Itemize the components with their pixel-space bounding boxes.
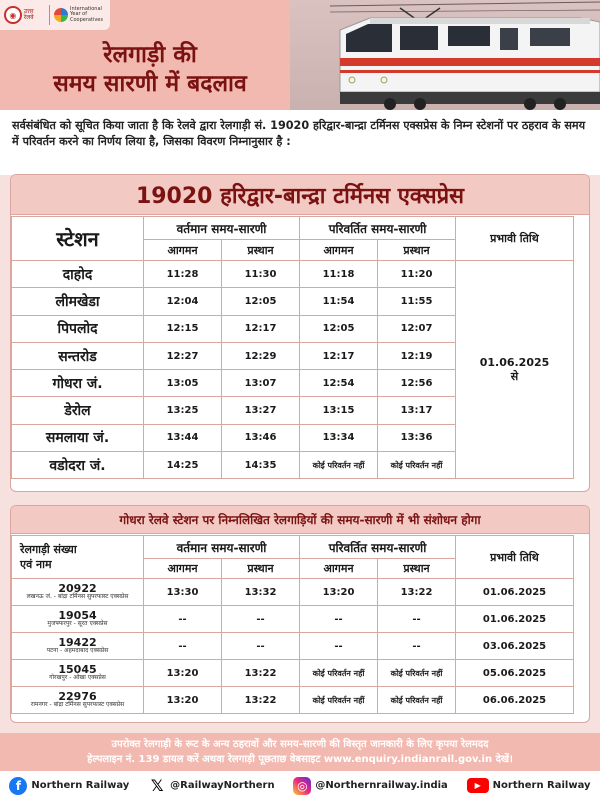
revised-arrival: 12:54 [300,370,378,397]
station-name: गोधरा जं. [12,370,144,397]
cooperatives-logo [54,7,110,24]
train-image [330,0,600,110]
revised-schedule-header: परिवर्तित समय-सारणी [300,536,456,559]
table-row [12,660,574,687]
effective-date-header: प्रभावी तिथि [456,217,574,261]
facebook-icon: f [9,777,27,795]
effective-date: 01.06.2025 [479,355,550,369]
social-bar [0,771,600,800]
train-cell [12,633,144,660]
station-name: समलाया जं. [12,424,144,451]
station-name: पिपलोद [12,315,144,342]
revised-schedule-header: परिवर्तित समय-सारणी [300,217,456,240]
youtube-link[interactable] [467,778,591,793]
revised-arrival: कोई परिवर्तन नहीं [300,660,378,687]
train-name: पटना - अहमदाबाद एक्सप्रेस [46,647,109,655]
revised-arrival: कोई परिवर्तन नहीं [300,452,378,479]
title-line-1: रेलगाड़ी की [103,41,197,69]
current-arrival: 12:04 [144,288,222,315]
revised-departure: 13:17 [378,397,456,424]
cooperatives-logo-text: International Year of Cooperatives [70,5,103,23]
table-row [12,687,574,714]
revised-arrival: 11:54 [300,288,378,315]
revised-departure: 12:56 [378,370,456,397]
current-arrival: 13:05 [144,370,222,397]
header-banner [0,0,600,110]
train-number: 19422 [58,636,97,650]
current-arrival: 13:44 [144,424,222,451]
main-table-title: 19020 हरिद्वार-बान्द्रा टर्मिनस एक्सप्रेस [11,175,589,215]
current-arrival-header: आगमन [144,240,222,261]
railway-logo-text: उत्तर रेलवे [23,8,34,21]
train-number: 22976 [58,690,97,704]
train-name: मुजफ्फरपुर - सूरत एक्सप्रेस [47,620,108,628]
station-name: डेरोल [12,397,144,424]
table-row [12,633,574,660]
revised-departure-header: प्रस्थान [378,559,456,579]
facebook-link[interactable] [9,777,129,795]
current-arrival-header: आगमन [144,559,222,579]
current-departure: 13:22 [222,660,300,687]
godhra-schedule-table [11,535,574,714]
effective-date: 01.06.2025 [456,579,574,606]
instagram-handle: @Northernrailway.india [315,780,448,791]
current-departure: -- [222,633,300,660]
current-arrival: 12:15 [144,315,222,342]
train-number: 20922 [58,582,97,596]
instagram-link[interactable] [293,777,447,795]
train-cell [12,579,144,606]
page-title [0,30,300,110]
table-row [12,606,574,633]
current-schedule-header: वर्तमान समय-सारणी [144,217,300,240]
revised-departure: कोई परिवर्तन नहीं [378,452,456,479]
effective-date-suffix: से [510,369,519,383]
revised-arrival: कोई परिवर्तन नहीं [300,687,378,714]
train-header-line-1: रेलगाड़ी संख्या [20,543,77,556]
revised-departure-header: प्रस्थान [378,240,456,261]
railway-logo [4,6,45,24]
current-arrival: 13:20 [144,660,222,687]
station-name: लीमखेडा [12,288,144,315]
revised-arrival-header: आगमन [300,559,378,579]
revised-arrival: 13:15 [300,397,378,424]
revised-departure: 11:55 [378,288,456,315]
notice-text: सर्वसंबंधित को सूचित किया जाता है कि रेलवे द्वारा रेलगाड़ी सं. 19020 हरिद्वार-बान्द्रा टर्मिनस एक्सप्रेस के निम्न स्टेशनों पर ठहराव के समय में परिवर्तन करने का निर्णय लिया है, जिसका विवरण निम्नानुसार है : [0,110,600,175]
station-name: वडोदरा जं. [12,452,144,479]
godhra-schedule-card [10,505,590,723]
current-arrival: -- [144,633,222,660]
train-name: लखनऊ जं. - बांद्रा टर्मिनस सुपरफास्ट एक्सप्रेस [26,593,129,601]
current-departure: 13:46 [222,424,300,451]
second-table-title: गोधरा रेलवे स्टेशन पर निम्नलिखित रेलगाड़ियों की समय-सारणी में भी संशोधन होगा [11,506,589,534]
train-header-line-2: एवं नाम [20,558,52,571]
revised-arrival: 11:18 [300,261,378,288]
revised-arrival: 13:20 [300,579,378,606]
current-departure-header: प्रस्थान [222,559,300,579]
station-header: स्टेशन [12,217,144,261]
effective-date: 06.06.2025 [456,687,574,714]
current-arrival: 12:27 [144,342,222,369]
current-departure: 12:05 [222,288,300,315]
footer-line-2: हेल्पलाइन नं. 139 डायल करें अथवा रेलगाड़ी पूछताछ वेबसाइट www.enquiry.indianrail.gov.in देखें। [87,754,513,765]
train-name: रामनगर - बांद्रा टर्मिनस सुपरफास्ट एक्सप्रेस [30,701,125,709]
revised-departure: 13:36 [378,424,456,451]
train-cell [12,606,144,633]
instagram-icon: ◎ [293,777,311,795]
revised-departure: कोई परिवर्तन नहीं [378,660,456,687]
revised-arrival-header: आगमन [300,240,378,261]
revised-arrival: -- [300,606,378,633]
station-name: दाहोद [12,261,144,288]
effective-date: 05.06.2025 [456,660,574,687]
table-row [12,261,574,288]
x-icon: 𝕏 [148,777,166,795]
effective-date: 03.06.2025 [456,633,574,660]
effective-date-cell [456,261,574,479]
title-line-2: समय सारणी में बदलाव [53,70,247,97]
current-departure: 11:30 [222,261,300,288]
revised-arrival: -- [300,633,378,660]
logo-strip [0,0,110,30]
youtube-handle: Northern Railway [492,780,591,791]
train-header [12,536,144,579]
revised-arrival: 13:34 [300,424,378,451]
current-arrival: 13:25 [144,397,222,424]
youtube-icon: ▶ [467,778,489,793]
revised-departure: 12:07 [378,315,456,342]
revised-departure: 13:22 [378,579,456,606]
current-departure-header: प्रस्थान [222,240,300,261]
revised-departure: कोई परिवर्तन नहीं [378,687,456,714]
revised-departure: -- [378,633,456,660]
current-arrival: 14:25 [144,452,222,479]
main-schedule-table [11,216,574,479]
train-cell [12,687,144,714]
current-arrival: -- [144,606,222,633]
railway-emblem-icon: ◉ [4,6,22,24]
current-departure: 13:32 [222,579,300,606]
footer-note [0,733,600,771]
table-row [12,579,574,606]
revised-arrival: 12:05 [300,315,378,342]
current-arrival: 13:30 [144,579,222,606]
x-link[interactable] [148,777,274,795]
main-schedule-card [10,174,590,492]
current-schedule-header: वर्तमान समय-सारणी [144,536,300,559]
revised-departure: 12:19 [378,342,456,369]
current-arrival: 13:20 [144,687,222,714]
facebook-handle: Northern Railway [31,780,130,791]
current-departure: 14:35 [222,452,300,479]
revised-arrival: 12:17 [300,342,378,369]
effective-date-header: प्रभावी तिथि [456,536,574,579]
logo-divider [49,5,50,25]
train-cell [12,660,144,687]
current-departure: 13:22 [222,687,300,714]
station-name: सन्तरोड [12,342,144,369]
revised-departure: 11:20 [378,261,456,288]
x-handle: @RailwayNorthern [170,780,275,791]
current-departure: -- [222,606,300,633]
train-number: 15045 [58,663,97,677]
revised-departure: -- [378,606,456,633]
footer-line-1: उपरोक्त रेलगाड़ी के रूट के अन्य ठहरावों और समय-सारणी की विस्तृत जानकारी के लिए कृपया रेलमदद [111,739,489,750]
current-departure: 13:27 [222,397,300,424]
train-name: गोरखपुर - ओखा एक्सप्रेस [49,674,106,682]
cooperatives-icon [54,8,68,22]
current-departure: 12:17 [222,315,300,342]
train-number: 19054 [58,609,97,623]
current-arrival: 11:28 [144,261,222,288]
effective-date: 01.06.2025 [456,606,574,633]
current-departure: 13:07 [222,370,300,397]
current-departure: 12:29 [222,342,300,369]
